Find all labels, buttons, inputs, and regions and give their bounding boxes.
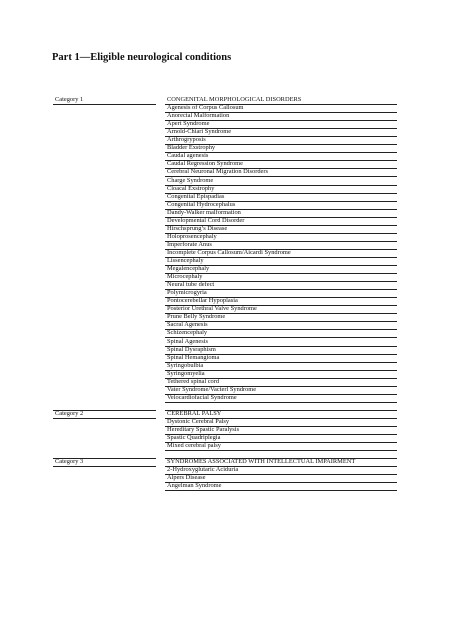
condition-item: Apert Syndrome bbox=[167, 120, 210, 128]
condition-item: Congenital Hydrocephalus bbox=[167, 200, 236, 208]
category-label: Category 1 bbox=[55, 96, 84, 103]
condition-item: Pontocerebellar Hypoplasia bbox=[167, 297, 238, 305]
condition-item: Arnold-Chiari Syndrome bbox=[167, 128, 232, 136]
condition-item: Vater Syndrome/Vacterl Syndrome bbox=[167, 385, 257, 393]
condition-item: Caudal agenesis bbox=[167, 152, 209, 160]
category-heading: CONGENITAL MORPHOLOGICAL DISORDERS bbox=[167, 96, 302, 103]
condition-item: Imperforate Anus bbox=[167, 240, 212, 248]
category-heading: SYNDROMES ASSOCIATED WITH INTELLECTUAL IMPAIRMENT bbox=[167, 458, 356, 466]
condition-item: Caudal Regression Syndrome bbox=[167, 160, 243, 168]
condition-item: Charge Syndrome bbox=[167, 176, 214, 184]
condition-item: Angelman Syndrome bbox=[167, 482, 222, 490]
row-rule bbox=[53, 104, 156, 105]
category-label: Category 2 bbox=[55, 409, 84, 417]
condition-item: Schizencephaly bbox=[167, 329, 208, 337]
condition-item: Agenesis of Corpus Callosum bbox=[167, 104, 244, 112]
row-rule bbox=[165, 402, 397, 403]
condition-item: Incomplete Corpus Callosum/Aicardi Syndrome bbox=[167, 248, 291, 256]
condition-item: Velocardiofacial Syndrome bbox=[167, 393, 237, 401]
condition-item: Posterior Urethral Valve Syndrome bbox=[167, 305, 257, 313]
condition-item: Syringomyelia bbox=[167, 369, 205, 377]
condition-item: Polymicrogyria bbox=[167, 289, 207, 297]
category-label: Category 3 bbox=[55, 458, 84, 466]
condition-item: Megalencephaly bbox=[167, 265, 210, 273]
condition-item: Spinal Dysraphism bbox=[167, 345, 216, 353]
row-rule bbox=[165, 450, 397, 451]
condition-item: Spastic Quadriplegia bbox=[167, 434, 221, 442]
row-rule bbox=[53, 418, 156, 419]
condition-item: Developmental Cord Disorder bbox=[167, 216, 245, 224]
condition-item: Sacral Agenesis bbox=[167, 321, 208, 329]
condition-item: 2-Hydroxyglutaric Aciduria bbox=[167, 466, 239, 474]
condition-item: Cerebral Neuronal Migration Disorders bbox=[167, 168, 268, 176]
condition-item: Spinal Hemangioma bbox=[167, 353, 220, 361]
condition-item: Lissencephaly bbox=[167, 257, 204, 264]
row-rule bbox=[165, 490, 397, 491]
condition-item: Spinal Agenesis bbox=[167, 337, 209, 345]
condition-item: Dystonic Cerebral Palsy bbox=[167, 418, 230, 425]
condition-item: Syringobulbia bbox=[167, 361, 204, 369]
condition-item: Hereditary Spastic Paralysis bbox=[167, 426, 240, 434]
row-rule bbox=[53, 466, 156, 467]
category-heading: CEREBRAL PALSY bbox=[167, 409, 222, 417]
condition-item: Anorectal Malformation bbox=[167, 112, 230, 120]
condition-item: Prune Belly Syndrome bbox=[167, 313, 226, 321]
condition-item: Congenital Epispadias bbox=[167, 192, 225, 200]
condition-item: Bladder Exstrophy bbox=[167, 144, 216, 152]
condition-item: Arthrogryposis bbox=[167, 136, 206, 144]
condition-item: Neural tube defect bbox=[167, 281, 215, 289]
condition-item: Alpers Disease bbox=[167, 474, 206, 482]
condition-item: Mixed cerebral palsy bbox=[167, 442, 221, 450]
condition-item: Dandy-Walker malformation bbox=[167, 208, 241, 216]
page-title: Part 1—Eligible neurological conditions bbox=[52, 52, 232, 63]
condition-item: Cloacal Exstrophy bbox=[167, 184, 215, 192]
condition-item: Hirschsprung’s Disease bbox=[167, 224, 228, 232]
condition-item: Holoprosencephaly bbox=[167, 232, 217, 240]
condition-item: Tethered spinal cord bbox=[167, 377, 220, 385]
condition-item: Microcephaly bbox=[167, 273, 203, 281]
